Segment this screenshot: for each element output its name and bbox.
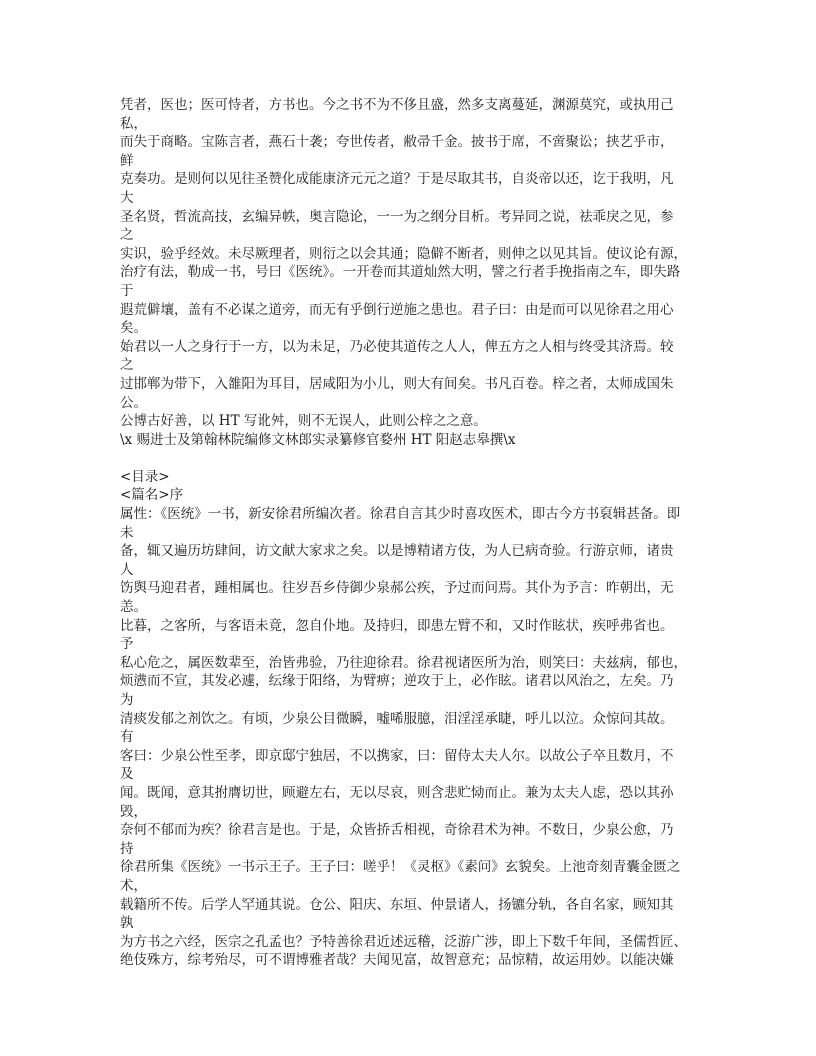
preface-section <box>120 96 700 449</box>
text-line: 有 <box>120 729 134 746</box>
text-line: 毁， <box>120 803 147 820</box>
text-line: 持 <box>120 840 134 857</box>
section-spacer <box>120 449 700 468</box>
text-line: 饬舆马迎君者，踵相属也。往岁吾乡侍御少泉郝公疾，予过而问焉。其仆为予言：昨朝出，无 <box>120 580 674 597</box>
chapter-title: <篇名>序 <box>120 487 184 504</box>
text-line: 绝伎殊方，综考殆尽，可不谓博雅者哉？夫闻见富，故智意充；品惊精，故运用妙。以能决嫌 <box>120 952 674 969</box>
text-line: 凭者，医也；医可恃者，方书也。今之书不为不侈且盛，然多支离蔓延，渊源莫究，或执用己 <box>120 97 674 113</box>
text-line: 公。 <box>120 394 147 411</box>
text-line: 私心危之，属医数辈至，治皆弗验，乃往迎徐君。徐君视诸医所为治，则笑曰：夫兹病，郁也， <box>120 654 687 671</box>
text-line: 闻。既闻，意其拊膺切世，顾避左右，无以尽哀，则含悲贮恸而止。兼为太夫人虑，恐以其孙 <box>120 784 674 801</box>
text-line: 而失于商略。宝陈言者，燕石十袭；夸世传者，敝帚千金。披书于席，不啻聚讼；挟艺乎市， <box>120 134 674 151</box>
text-line: 备，辄又遍历坊肆间，访文献大家求之矣。以是博精诸方伎，为人已病奇验。行游京师，诸贵 <box>120 543 674 560</box>
text-line: 之 <box>120 227 134 244</box>
text-line: 之 <box>120 357 134 374</box>
text-line: 圣名贤，哲流高技，玄编异帙，奥言隐论，一一为之纲分目析。考异同之说，祛乖戾之见，参 <box>120 208 674 225</box>
text-line: 私， <box>120 115 147 132</box>
text-line: 公博古好善，以 HT 写讹舛，则不无误人，此则公梓之之意。 <box>120 413 487 430</box>
text-line: 实识，验乎经效。未尽厥理者，则衍之以会其通；隐僻不断者，则伸之以见其旨。使议论有源， <box>120 245 687 262</box>
text-line: 始君以一人之身行于一方，以为未足，乃必使其道传之人人，俾五方之人相与终受其济焉。较 <box>120 338 674 355</box>
text-line: 徐君所集《医统》一书示王子。王子曰：嗟乎！《灵枢》《素问》玄貌矣。上池奇刻青囊金匮之 <box>120 859 681 876</box>
text-line: 过邯郸为带下，入雒阳为耳目，居咸阳为小儿，则大有间矣。书凡百卷。梓之者，太师成国朱 <box>120 375 674 392</box>
text-line: 遐荒僻壤，盖有不必谋之道旁，而无有乎倒行逆施之患也。君子曰：由是而可以见徐君之用心 <box>120 301 674 318</box>
text-line: 比暮，之客所，与客语未竟，忽自仆地。及持归，即患左臂不和，又时作眩状，疾呼弗省也。 <box>120 617 674 634</box>
text-line: 治疗有法，勒成一书，号曰《医统》。一开卷而其道灿然大明，譬之行者手挽指南之车，即失路 <box>120 264 681 281</box>
text-line: 载籍所不传。后学人罕通其说。仓公、阳庆、东垣、仲景诸人，扬镳分轨，各自名家，顾知其 <box>120 896 674 913</box>
text-line: 属性：《医统》一书，新安徐君所编次者。徐君自言其少时喜攻医术，即古今方书裒辑甚备。即 <box>120 506 681 523</box>
text-line: 奈何不郁而为疾？徐君言是也。于是，众皆挢舌相视，奇徐君术为神。不数日，少泉公愈，乃 <box>120 822 674 839</box>
text-line: 孰 <box>120 915 134 932</box>
text-line: 鲜 <box>120 152 134 169</box>
text-line: 为 <box>120 692 134 708</box>
text-line: 大 <box>120 189 134 206</box>
author-attribution: \x 赐进士及第翰林院编修文林郎实录纂修官婺州 HT 阳赵志皋撰\x <box>120 431 516 448</box>
text-line: 清痰发郁之剂饮之。有顷，少泉公目微瞬，嘘唏服臆，泪淫淫承睫，呼儿以泣。众惊问其故。 <box>120 710 674 727</box>
text-line: 恙。 <box>120 599 147 616</box>
text-line: 未 <box>120 524 134 541</box>
text-line: 烦懑而不宣，其发必遽，纭缘于阳络，为臂痹；逆攻于上，必作眩。诸君以风治之，左矣。乃 <box>120 673 674 690</box>
catalog-section <box>120 468 700 970</box>
text-line: 予 <box>120 636 134 653</box>
text-line: 克奏功。是则何以见往圣赞化成能康济元元之道？于是尽取其书，自炎帝以还，讫于我明，凡 <box>120 171 674 188</box>
text-line: 人 <box>120 561 134 578</box>
catalog-heading: <目录> <box>120 468 170 485</box>
text-line: 及 <box>120 766 134 783</box>
text-line: 客曰：少泉公性至孝，即京邸宁独居，不以携家，曰：留侍太夫人尔。以故公子卒且数月，不 <box>120 747 674 764</box>
document-page <box>120 96 700 970</box>
text-line: 为方书之六经，医宗之孔孟也？予特善徐君近述远稽，泛游广涉，即上下数千年间，圣儒哲匠、 <box>120 933 687 950</box>
text-line: 于 <box>120 282 134 299</box>
text-line: 术， <box>120 877 147 894</box>
text-line: 矣。 <box>120 320 147 337</box>
